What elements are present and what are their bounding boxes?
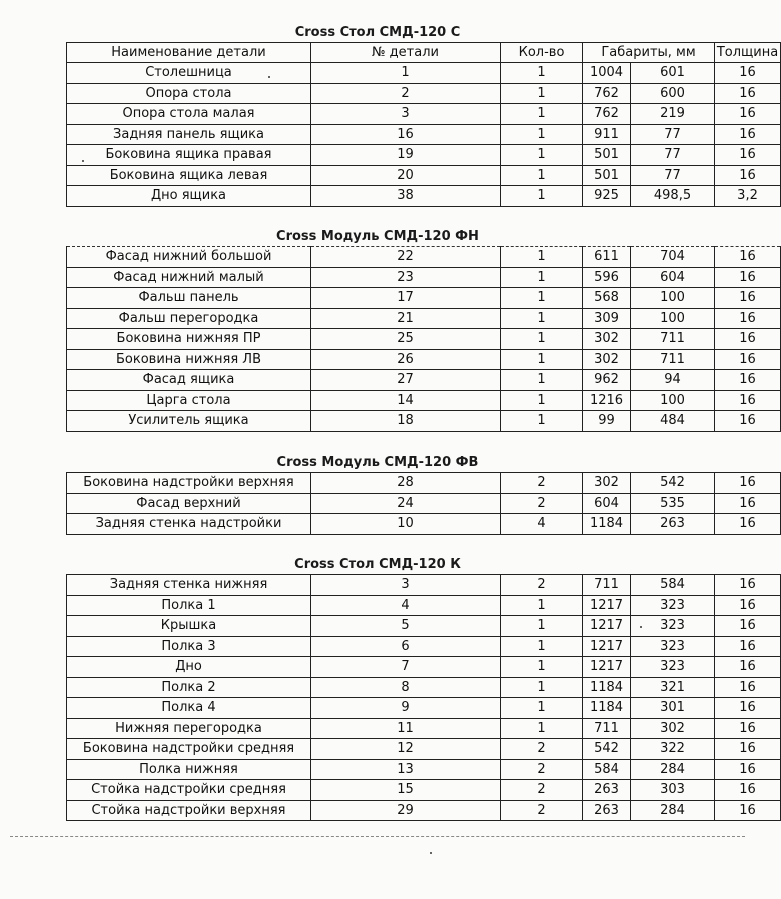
- table-row: [67, 349, 781, 370]
- parts-table: [66, 472, 781, 535]
- part-qty: 1: [501, 616, 583, 637]
- part-width: 501: [583, 165, 631, 186]
- part-number: 19: [311, 145, 501, 166]
- table-row: [67, 657, 781, 678]
- part-height: 77: [631, 145, 715, 166]
- part-name: Дно ящика: [67, 186, 311, 207]
- part-thickness: 16: [715, 575, 781, 596]
- part-height: 94: [631, 370, 715, 391]
- header-thickness: Толщина: [715, 43, 781, 63]
- scan-speck: [82, 160, 84, 162]
- parts-table: [66, 246, 781, 432]
- table-row: [67, 677, 781, 698]
- part-width: 542: [583, 739, 631, 760]
- table-row: [67, 329, 781, 350]
- part-number: 7: [311, 657, 501, 678]
- part-thickness: 16: [715, 739, 781, 760]
- part-width: 711: [583, 718, 631, 739]
- part-thickness: 16: [715, 267, 781, 288]
- part-thickness: 16: [715, 411, 781, 432]
- part-thickness: 16: [715, 104, 781, 125]
- part-height: 498,5: [631, 186, 715, 207]
- part-width: 263: [583, 780, 631, 801]
- part-thickness: 16: [715, 83, 781, 104]
- part-number: 14: [311, 390, 501, 411]
- part-name: Столешница: [67, 63, 311, 84]
- header-qty: Кол-во: [501, 43, 583, 63]
- part-thickness: 16: [715, 636, 781, 657]
- part-name: Боковина нижняя ЛВ: [67, 349, 311, 370]
- part-name: Задняя стенка надстройки: [67, 514, 311, 535]
- part-width: 302: [583, 329, 631, 350]
- page-bottom-rule: [10, 836, 745, 837]
- part-thickness: 16: [715, 390, 781, 411]
- part-height: 704: [631, 247, 715, 268]
- part-number: 3: [311, 575, 501, 596]
- part-name: Полка 2: [67, 677, 311, 698]
- part-height: 323: [631, 657, 715, 678]
- table-row: [67, 718, 781, 739]
- part-height: 100: [631, 288, 715, 309]
- part-qty: 1: [501, 63, 583, 84]
- part-number: 9: [311, 698, 501, 719]
- part-name: Полка 3: [67, 636, 311, 657]
- part-width: 584: [583, 759, 631, 780]
- part-name: Стойка надстройки средняя: [67, 780, 311, 801]
- part-width: 1184: [583, 677, 631, 698]
- part-qty: 2: [501, 739, 583, 760]
- part-width: 1217: [583, 657, 631, 678]
- part-number: 5: [311, 616, 501, 637]
- table-row: [67, 288, 781, 309]
- table-row: [67, 698, 781, 719]
- part-height: 323: [631, 636, 715, 657]
- part-name: Усилитель ящика: [67, 411, 311, 432]
- part-number: 4: [311, 595, 501, 616]
- table-row: [67, 247, 781, 268]
- part-width: 962: [583, 370, 631, 391]
- part-qty: 1: [501, 124, 583, 145]
- part-height: 542: [631, 473, 715, 494]
- part-height: 323: [631, 595, 715, 616]
- part-thickness: 16: [715, 780, 781, 801]
- part-thickness: 16: [715, 759, 781, 780]
- part-number: 25: [311, 329, 501, 350]
- part-width: 925: [583, 186, 631, 207]
- parts-table: [66, 42, 781, 207]
- part-width: 1217: [583, 595, 631, 616]
- section-title: Cross Модуль СМД-120 ФН: [276, 229, 479, 244]
- part-height: 303: [631, 780, 715, 801]
- header-name: Наименование детали: [67, 43, 311, 63]
- part-qty: 1: [501, 411, 583, 432]
- part-qty: 1: [501, 186, 583, 207]
- part-thickness: 3,2: [715, 186, 781, 207]
- part-thickness: 16: [715, 657, 781, 678]
- table-row: [67, 636, 781, 657]
- part-width: 568: [583, 288, 631, 309]
- table-row: [67, 83, 781, 104]
- part-name: Фасад верхний: [67, 493, 311, 514]
- part-thickness: 16: [715, 370, 781, 391]
- scan-speck: [268, 76, 270, 78]
- part-width: 263: [583, 800, 631, 821]
- part-height: 484: [631, 411, 715, 432]
- part-height: 584: [631, 575, 715, 596]
- part-name: Дно: [67, 657, 311, 678]
- part-name: Фасад ящика: [67, 370, 311, 391]
- part-number: 23: [311, 267, 501, 288]
- header-dims: Габариты, мм: [583, 43, 715, 63]
- part-thickness: 16: [715, 698, 781, 719]
- part-name: Боковина ящика левая: [67, 165, 311, 186]
- part-name: Боковина надстройки верхняя: [67, 473, 311, 494]
- part-name: Фальш панель: [67, 288, 311, 309]
- part-thickness: 16: [715, 493, 781, 514]
- part-qty: 2: [501, 800, 583, 821]
- table-row: [67, 800, 781, 821]
- part-height: 711: [631, 349, 715, 370]
- part-thickness: 16: [715, 165, 781, 186]
- part-width: 711: [583, 575, 631, 596]
- part-height: 302: [631, 718, 715, 739]
- table-row: [67, 124, 781, 145]
- part-thickness: 16: [715, 247, 781, 268]
- part-name: Задняя стенка нижняя: [67, 575, 311, 596]
- part-height: 711: [631, 329, 715, 350]
- part-height: 601: [631, 63, 715, 84]
- part-name: Боковина ящика правая: [67, 145, 311, 166]
- table-row: [67, 739, 781, 760]
- part-width: 1216: [583, 390, 631, 411]
- part-thickness: 16: [715, 800, 781, 821]
- part-height: 219: [631, 104, 715, 125]
- part-height: 77: [631, 124, 715, 145]
- part-thickness: 16: [715, 124, 781, 145]
- part-qty: 1: [501, 370, 583, 391]
- part-thickness: 16: [715, 63, 781, 84]
- part-qty: 4: [501, 514, 583, 535]
- part-name: Фасад нижний малый: [67, 267, 311, 288]
- part-width: 99: [583, 411, 631, 432]
- part-thickness: 16: [715, 677, 781, 698]
- table-row: [67, 616, 781, 637]
- part-number: 10: [311, 514, 501, 535]
- table-row: [67, 759, 781, 780]
- part-name: Опора стола: [67, 83, 311, 104]
- part-height: 284: [631, 759, 715, 780]
- table-row: [67, 308, 781, 329]
- part-thickness: 16: [715, 145, 781, 166]
- section-title: Cross Модуль СМД-120 ФВ: [276, 455, 479, 470]
- part-qty: 1: [501, 308, 583, 329]
- part-number: 15: [311, 780, 501, 801]
- part-width: 1004: [583, 63, 631, 84]
- part-qty: 1: [501, 595, 583, 616]
- part-height: 301: [631, 698, 715, 719]
- part-qty: 1: [501, 145, 583, 166]
- part-qty: 1: [501, 677, 583, 698]
- part-thickness: 16: [715, 473, 781, 494]
- table-row: [67, 267, 781, 288]
- part-number: 3: [311, 104, 501, 125]
- table-row: [67, 780, 781, 801]
- part-width: 1217: [583, 636, 631, 657]
- part-number: 1: [311, 63, 501, 84]
- part-qty: 2: [501, 780, 583, 801]
- table-row: [67, 575, 781, 596]
- section-title: Cross Стол СМД-120 К: [294, 557, 461, 572]
- part-thickness: 16: [715, 308, 781, 329]
- part-number: 16: [311, 124, 501, 145]
- part-qty: 1: [501, 657, 583, 678]
- part-qty: 1: [501, 636, 583, 657]
- part-height: 263: [631, 514, 715, 535]
- part-height: 322: [631, 739, 715, 760]
- part-name: Опора стола малая: [67, 104, 311, 125]
- table-header-row: [67, 43, 781, 63]
- part-width: 1184: [583, 698, 631, 719]
- part-qty: 1: [501, 349, 583, 370]
- part-number: 11: [311, 718, 501, 739]
- part-qty: 1: [501, 390, 583, 411]
- part-width: 611: [583, 247, 631, 268]
- part-width: 309: [583, 308, 631, 329]
- table-row: [67, 165, 781, 186]
- table-row: [67, 411, 781, 432]
- part-number: 17: [311, 288, 501, 309]
- part-height: 77: [631, 165, 715, 186]
- table-row: [67, 104, 781, 125]
- part-number: 27: [311, 370, 501, 391]
- part-name: Царга стола: [67, 390, 311, 411]
- header-num: № детали: [311, 43, 501, 63]
- part-thickness: 16: [715, 288, 781, 309]
- part-width: 1184: [583, 514, 631, 535]
- part-name: Полка нижняя: [67, 759, 311, 780]
- part-qty: 1: [501, 698, 583, 719]
- part-qty: 2: [501, 473, 583, 494]
- part-width: 596: [583, 267, 631, 288]
- part-width: 1217: [583, 616, 631, 637]
- part-height: 100: [631, 390, 715, 411]
- table-row: [67, 145, 781, 166]
- part-width: 302: [583, 349, 631, 370]
- part-qty: 2: [501, 575, 583, 596]
- part-width: 762: [583, 104, 631, 125]
- part-height: 600: [631, 83, 715, 104]
- table-row: [67, 186, 781, 207]
- part-name: Полка 1: [67, 595, 311, 616]
- part-thickness: 16: [715, 514, 781, 535]
- part-number: 29: [311, 800, 501, 821]
- part-qty: 1: [501, 83, 583, 104]
- part-number: 22: [311, 247, 501, 268]
- part-name: Боковина нижняя ПР: [67, 329, 311, 350]
- part-thickness: 16: [715, 595, 781, 616]
- section-title: Cross Стол СМД-120 С: [294, 25, 461, 40]
- part-thickness: 16: [715, 329, 781, 350]
- part-name: Фальш перегородка: [67, 308, 311, 329]
- part-number: 21: [311, 308, 501, 329]
- part-width: 762: [583, 83, 631, 104]
- part-number: 8: [311, 677, 501, 698]
- part-thickness: 16: [715, 616, 781, 637]
- part-name: Полка 4: [67, 698, 311, 719]
- part-height: 535: [631, 493, 715, 514]
- scan-speck: [430, 852, 432, 854]
- part-name: Нижняя перегородка: [67, 718, 311, 739]
- part-height: 604: [631, 267, 715, 288]
- part-name: Боковина надстройки средняя: [67, 739, 311, 760]
- part-thickness: 16: [715, 718, 781, 739]
- table-row: [67, 63, 781, 84]
- part-qty: 1: [501, 329, 583, 350]
- part-number: 38: [311, 186, 501, 207]
- scan-speck: [640, 626, 642, 628]
- part-qty: 1: [501, 247, 583, 268]
- part-number: 13: [311, 759, 501, 780]
- part-height: 284: [631, 800, 715, 821]
- part-width: 911: [583, 124, 631, 145]
- part-height: 321: [631, 677, 715, 698]
- table-row: [67, 390, 781, 411]
- part-number: 26: [311, 349, 501, 370]
- part-qty: 2: [501, 759, 583, 780]
- table-row: [67, 595, 781, 616]
- table-row: [67, 370, 781, 391]
- part-name: Фасад нижний большой: [67, 247, 311, 268]
- part-number: 24: [311, 493, 501, 514]
- part-qty: 2: [501, 493, 583, 514]
- part-number: 6: [311, 636, 501, 657]
- part-name: Крышка: [67, 616, 311, 637]
- part-qty: 1: [501, 718, 583, 739]
- part-qty: 1: [501, 165, 583, 186]
- part-number: 12: [311, 739, 501, 760]
- table-row: [67, 493, 781, 514]
- part-name: Стойка надстройки верхняя: [67, 800, 311, 821]
- part-width: 501: [583, 145, 631, 166]
- part-qty: 1: [501, 267, 583, 288]
- part-height: 100: [631, 308, 715, 329]
- part-width: 302: [583, 473, 631, 494]
- part-name: Задняя панель ящика: [67, 124, 311, 145]
- part-qty: 1: [501, 288, 583, 309]
- part-width: 604: [583, 493, 631, 514]
- part-number: 20: [311, 165, 501, 186]
- part-qty: 1: [501, 104, 583, 125]
- part-height: 323: [631, 616, 715, 637]
- parts-table: [66, 574, 781, 821]
- part-number: 28: [311, 473, 501, 494]
- part-thickness: 16: [715, 349, 781, 370]
- part-number: 18: [311, 411, 501, 432]
- table-row: [67, 514, 781, 535]
- part-number: 2: [311, 83, 501, 104]
- table-row: [67, 473, 781, 494]
